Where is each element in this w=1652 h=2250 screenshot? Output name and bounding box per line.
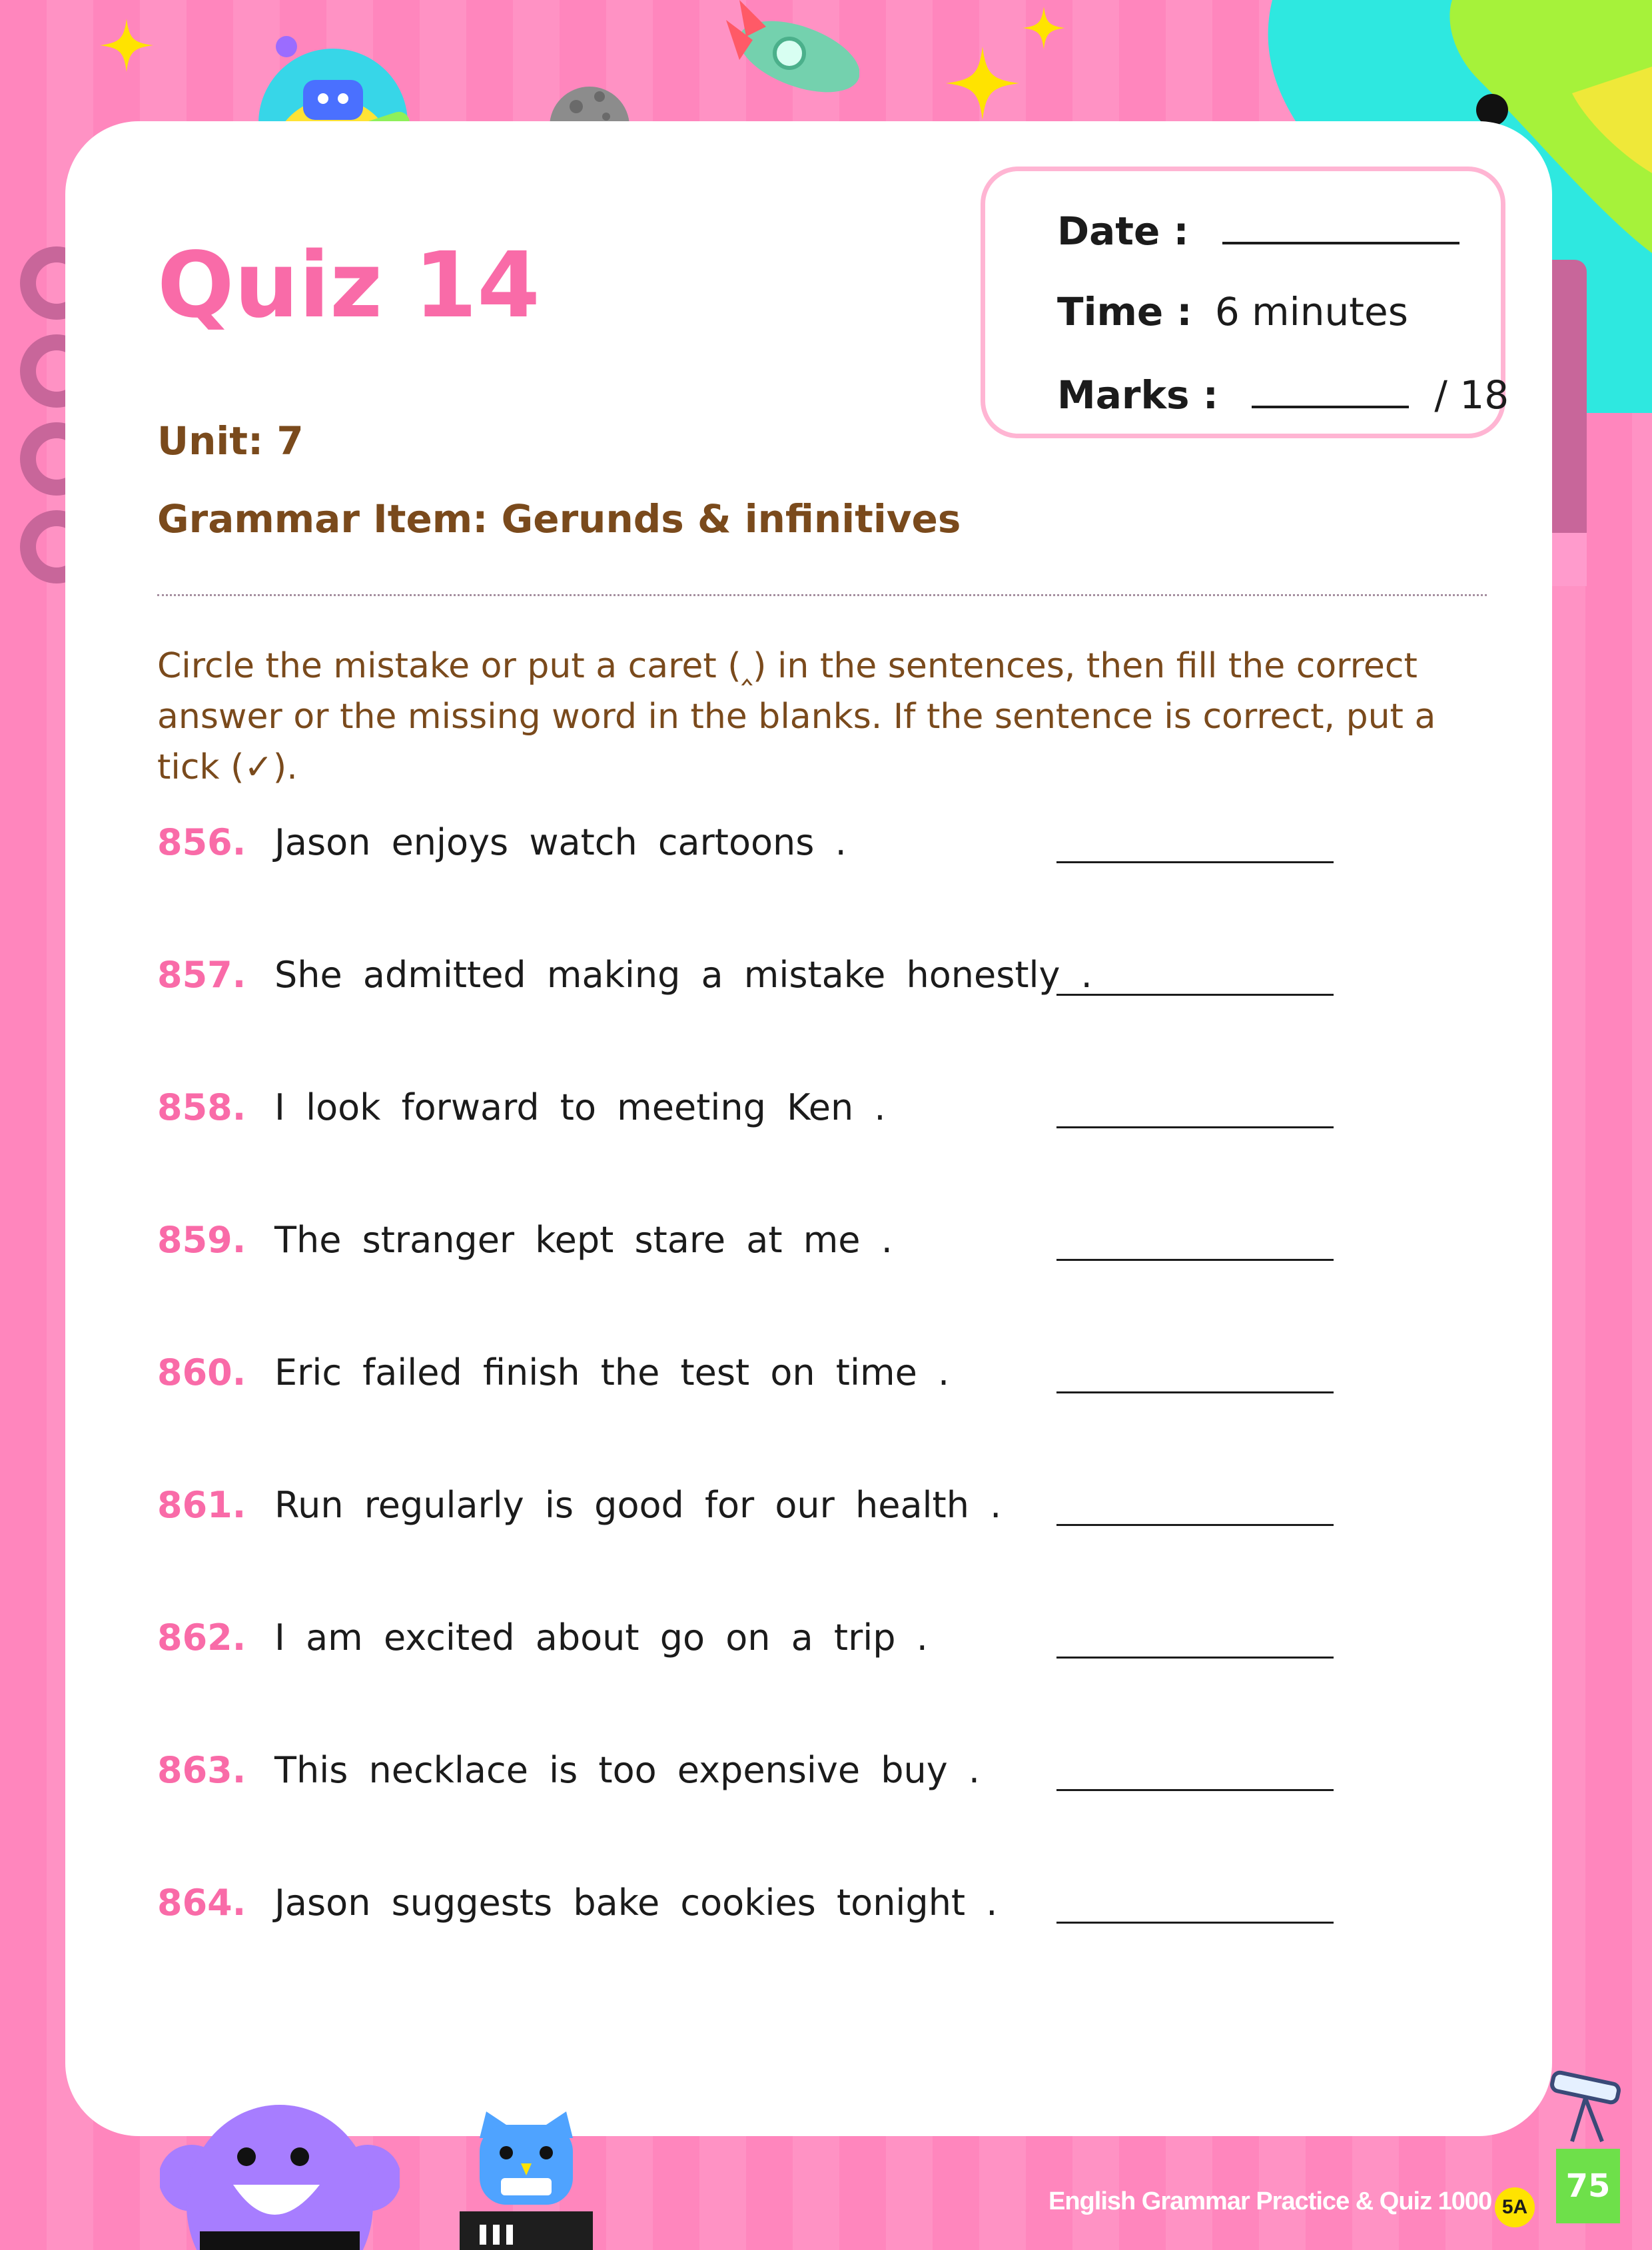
question-row [157, 821, 1356, 888]
question-sentence: Run regularly is good for our health . [274, 1484, 1002, 1526]
answer-blank[interactable] [1056, 1259, 1334, 1261]
instructions-text: Circle the mistake or put a caret (‸) in the sentences, then fill the correct answer or the missing word in the blanks. If the sentence is correct, put a tick (✓). [157, 646, 1436, 787]
answer-blank[interactable] [1056, 1789, 1334, 1791]
question-number: 859. [157, 1219, 246, 1261]
question-number: 856. [157, 821, 246, 863]
question-row [157, 1219, 1356, 1286]
question-number: 857. [157, 954, 246, 996]
question-sentence: The stranger kept stare at me . [274, 1219, 893, 1261]
date-row [1057, 206, 1459, 254]
question-number: 863. [157, 1749, 246, 1791]
telescope-icon [1539, 2065, 1632, 2145]
answer-blank[interactable] [1056, 1657, 1334, 1659]
answer-blank[interactable] [1056, 1126, 1334, 1128]
question-number: 858. [157, 1086, 246, 1128]
moon-icon [550, 73, 629, 127]
question-sentence: I look forward to meeting Ken . [274, 1086, 886, 1128]
question-row [157, 1882, 1356, 1948]
answer-blank[interactable] [1056, 1524, 1334, 1526]
time-row [1057, 289, 1408, 334]
question-row [157, 1749, 1356, 1816]
blue-robot-icon [460, 2111, 593, 2250]
star-icon [946, 47, 1019, 120]
time-value: 6 minutes [1214, 289, 1408, 334]
marks-label: Marks : [1057, 372, 1218, 418]
question-sentence: Jason suggests bake cookies tonight . [274, 1882, 998, 1924]
question-number: 862. [157, 1617, 246, 1659]
question-sentence: Jason enjoys watch cartoons . [274, 821, 847, 863]
date-label: Date : [1057, 208, 1189, 254]
page-number: 75 [1556, 2149, 1620, 2223]
answer-blank[interactable] [1056, 1391, 1334, 1393]
date-blank[interactable] [1222, 206, 1459, 244]
purple-monster-icon [160, 2105, 400, 2250]
level-badge: 5A [1495, 2187, 1535, 2227]
divider [157, 594, 1487, 596]
star-icon [100, 19, 153, 72]
marks-blank[interactable] [1252, 374, 1409, 408]
question-row [157, 1617, 1356, 1683]
rocket-icon [699, 0, 859, 100]
question-sentence: I am excited about go on a trip . [274, 1617, 928, 1659]
question-row [157, 1484, 1356, 1551]
question-row [157, 1086, 1356, 1153]
marks-total: / 18 [1434, 372, 1509, 418]
star-icon [1023, 7, 1065, 49]
question-row [157, 1351, 1356, 1418]
unit-label: Unit: 7 [157, 418, 304, 464]
question-number: 860. [157, 1351, 246, 1393]
page-title: Quiz 14 [157, 233, 540, 338]
book-title: English Grammar Practice & Quiz 1000 [1048, 2187, 1492, 2215]
question-number: 864. [157, 1882, 246, 1924]
answer-blank[interactable] [1056, 994, 1334, 996]
question-sentence: She admitted making a mistake honestly . [274, 954, 1092, 996]
info-box [981, 167, 1509, 438]
answer-blank[interactable] [1056, 861, 1334, 863]
question-sentence: Eric failed finish the test on time . [274, 1351, 950, 1393]
right-edge-decoration [1552, 533, 1587, 586]
answer-blank[interactable] [1056, 1922, 1334, 1924]
grammar-item-label: Grammar Item: Gerunds & infinitives [157, 496, 961, 542]
time-label: Time : [1057, 289, 1192, 334]
question-sentence: This necklace is too expensive buy . [274, 1749, 981, 1791]
question-row [157, 954, 1356, 1020]
question-number: 861. [157, 1484, 246, 1526]
marks-row [1057, 372, 1509, 418]
